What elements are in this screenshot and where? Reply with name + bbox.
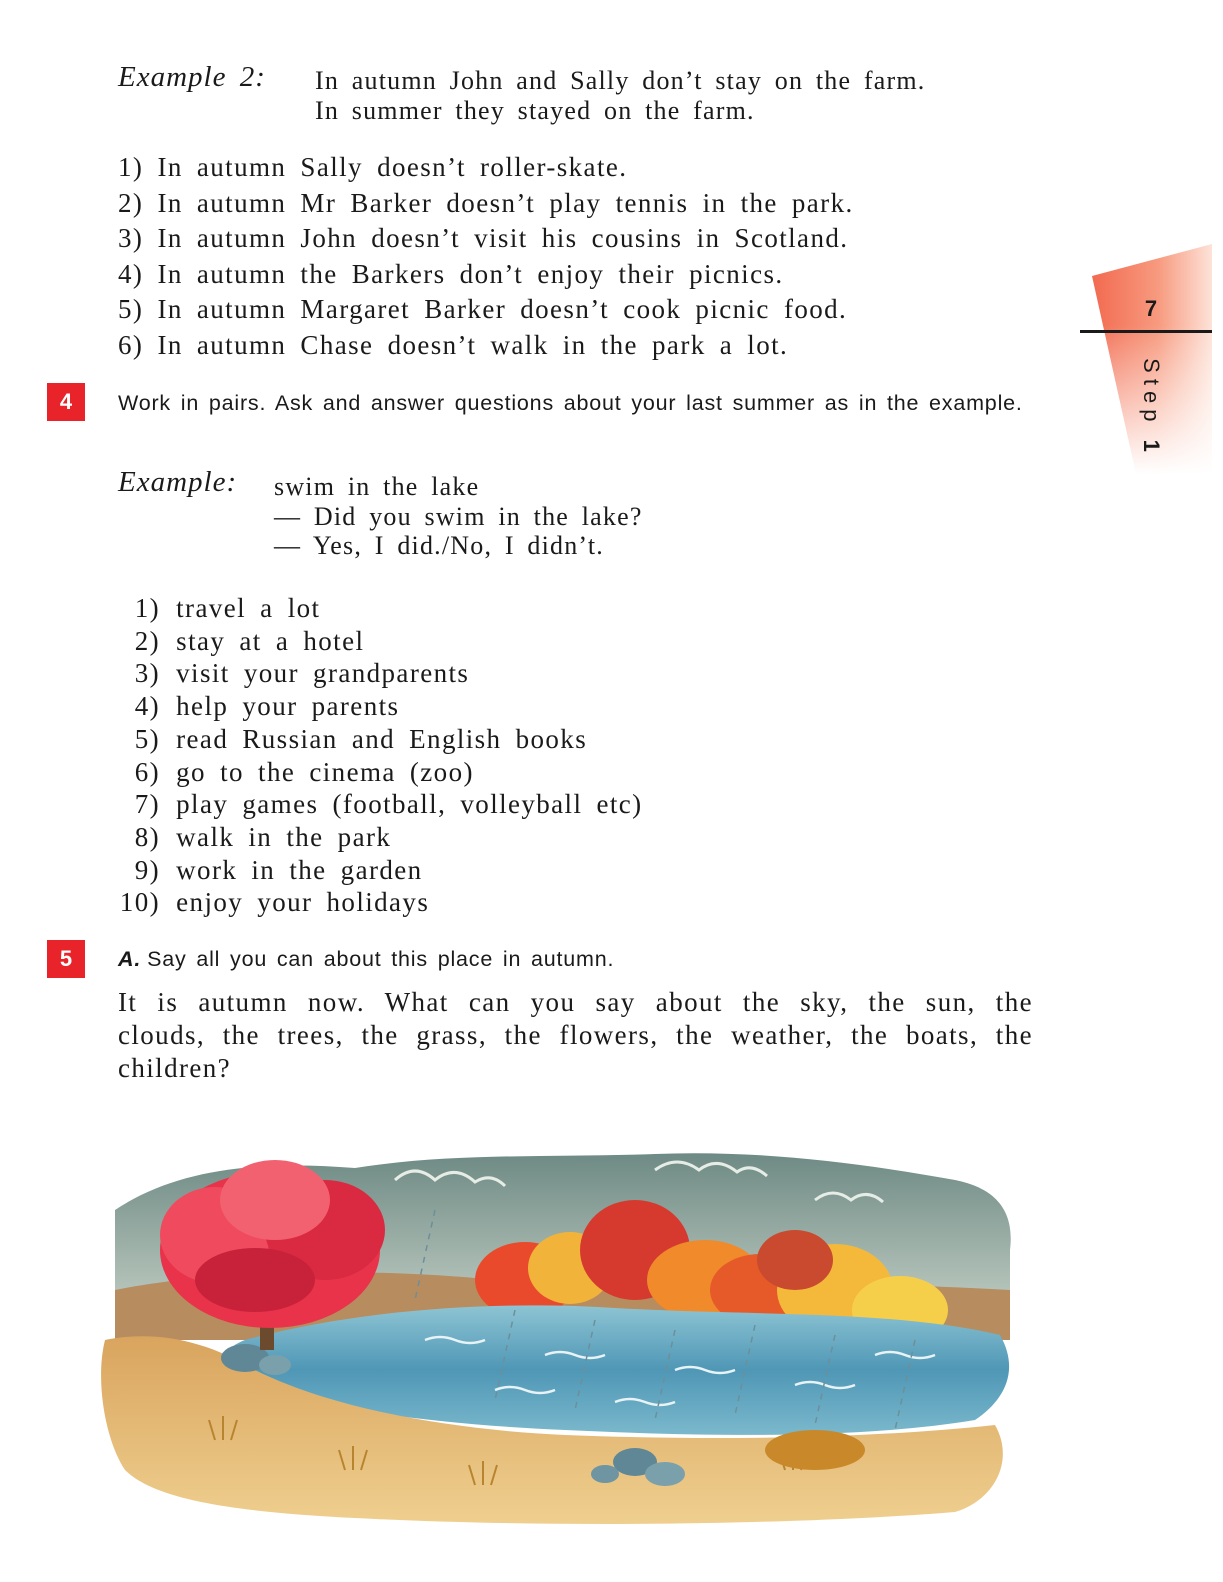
list-item-text: stay at a hotel xyxy=(176,625,365,656)
list-item-text: help your parents xyxy=(176,691,400,722)
page-number: 7 xyxy=(1144,296,1158,321)
list-item-number: 5) xyxy=(134,723,160,754)
list-item-number: 7) xyxy=(134,789,160,820)
list-item-number: 4) xyxy=(134,691,160,722)
list-item xyxy=(102,821,643,854)
list-item-text: go to the cinema (zoo) xyxy=(176,756,474,787)
list-item-number: 1) xyxy=(134,593,160,623)
list-item-text: enjoy your holidays xyxy=(176,887,430,918)
exercise-3-list xyxy=(118,150,854,363)
step-number: 1 xyxy=(1139,439,1164,458)
tree-foliage xyxy=(195,1248,315,1312)
list-item-text: In autumn Sally doesn’t roller-skate. xyxy=(157,152,628,182)
example-answer: — Yes, I did./No, I didn’t. xyxy=(274,531,604,560)
list-item-text: read Russian and English books xyxy=(176,723,588,754)
list-item xyxy=(118,221,854,257)
task-5-part-label: A. xyxy=(118,947,142,971)
task-4-list xyxy=(102,592,643,919)
list-item-text: In autumn John doesn’t visit his cousins in Scotland. xyxy=(157,223,849,253)
task-5-badge: 5 xyxy=(47,940,85,978)
list-item-number: 8) xyxy=(134,821,160,852)
task-4-badge: 4 xyxy=(47,383,85,421)
list-item-number: 2) xyxy=(118,187,144,218)
list-item-number: 9) xyxy=(134,854,160,885)
list-item xyxy=(102,854,643,887)
example-2-line: In summer they stayed on the farm. xyxy=(315,96,755,125)
list-item-number: 6) xyxy=(118,329,144,360)
list-item-number: 5) xyxy=(118,294,144,324)
list-item xyxy=(102,592,643,625)
task-5-instruction: Say all you can about this place in autumn. xyxy=(147,947,615,971)
tree-foliage xyxy=(220,1160,330,1240)
list-item xyxy=(118,328,854,364)
list-item-number: 1) xyxy=(118,152,144,182)
list-item xyxy=(118,186,854,222)
list-item-text: visit your grandparents xyxy=(176,658,470,689)
example-question: — Did you swim in the lake? xyxy=(274,501,643,531)
shore-shrub xyxy=(765,1430,865,1470)
task-5-instruction-line xyxy=(118,946,614,973)
example-2-label: Example 2: xyxy=(118,61,266,93)
list-item-text: In autumn Margaret Barker doesn’t cook picnic food. xyxy=(157,294,848,324)
list-item-text: In autumn Mr Barker doesn’t play tennis in the park. xyxy=(157,187,854,218)
list-item xyxy=(102,657,643,690)
step-word: Step xyxy=(1139,358,1164,428)
task-4-example-lines xyxy=(274,472,643,561)
step-label xyxy=(1138,358,1164,458)
list-item xyxy=(102,886,643,919)
list-item xyxy=(118,292,854,328)
list-item xyxy=(102,690,643,723)
task-5-text: It is autumn now. What can you say about the sky, the sun, the clouds, the trees, the grass, the flowers, the weather, the boats, the children? xyxy=(118,987,1033,1083)
example-2-lines xyxy=(315,66,926,126)
list-item xyxy=(102,788,643,821)
list-item-text: work in the garden xyxy=(176,854,423,885)
list-item-number: 3) xyxy=(118,223,144,253)
side-tab-rule xyxy=(1080,330,1212,333)
list-item-number: 10) xyxy=(119,887,160,918)
rock xyxy=(591,1465,619,1483)
rock xyxy=(259,1355,291,1375)
list-item-text: In autumn the Barkers don’t enjoy their picnics. xyxy=(157,258,784,289)
example-prompt: swim in the lake xyxy=(274,472,480,501)
bush xyxy=(757,1230,833,1290)
task-4-instruction: Work in pairs. Ask and answer questions about your last summer as in the example. xyxy=(118,391,1023,415)
list-item-number: 4) xyxy=(118,258,144,289)
list-item-number: 6) xyxy=(134,756,160,787)
list-item xyxy=(102,625,643,658)
list-item xyxy=(118,257,854,293)
rock xyxy=(645,1462,685,1486)
task-4-example-label: Example: xyxy=(118,466,238,498)
example-2-line: In autumn John and Sally don’t stay on the farm. xyxy=(315,66,926,95)
list-item-text: travel a lot xyxy=(176,593,321,623)
list-item-text: walk in the park xyxy=(176,821,392,852)
list-item-text: play games (football, volleyball etc) xyxy=(176,789,643,820)
list-item-number: 2) xyxy=(134,625,160,656)
autumn-lake-illustration xyxy=(95,1140,1025,1530)
list-item xyxy=(102,756,643,789)
list-item xyxy=(118,150,854,186)
list-item xyxy=(102,723,643,756)
list-item-number: 3) xyxy=(134,658,160,689)
list-item-text: In autumn Chase doesn’t walk in the park a lot. xyxy=(157,329,789,360)
